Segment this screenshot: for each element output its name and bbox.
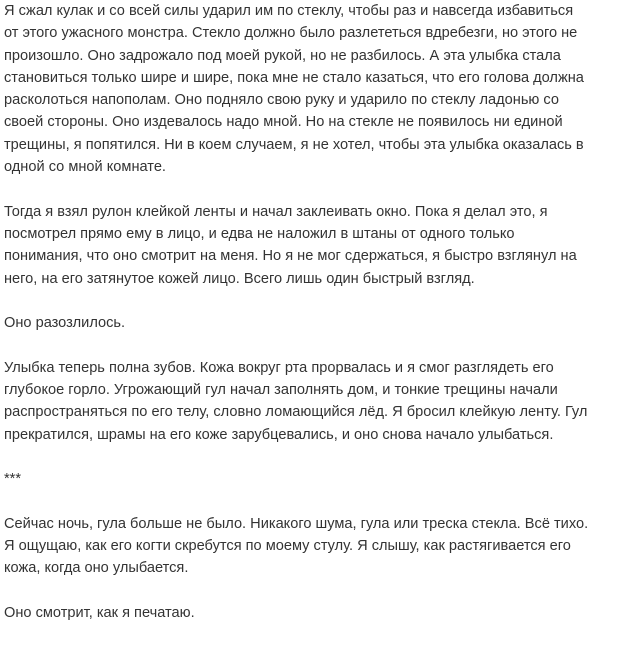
text-line: Тогда я взял рулон клейкой ленты и начал заклеивать окно. Пока я делал это, я [4,203,548,220]
paragraph-4 [4,357,624,446]
text-line: расколоться напополам. Оно подняло свою руку и ударило по стеклу ладонью со [4,92,560,109]
text-line: Сейчас ночь, гула больше не было. Никакого шума, гула или треска стекла. Всё тихо. [4,515,589,532]
text-line: трещины, я попятился. Ни в коем случаем, я не хотел, чтобы эта улыбка оказалась в [4,136,584,153]
text-line: Я сжал кулак и со всей силы ударил им по стеклу, чтобы раз и навсегда избавиться [4,3,574,19]
text-line: произошло. Оно задрожало под моей рукой, но не разбилось. А эта улыбка стала [4,47,561,64]
text-line: кожа, когда оно улыбается. [4,560,189,577]
paragraph-6 [4,602,624,624]
text-line: Оно смотрит, как я печатаю. [4,605,195,622]
text-line: Оно разозлилось. [4,315,126,332]
text-line: своей стороны. Оно издевалось надо мной. Но на стекле не появилось ни единой [4,114,563,131]
text-line: *** [4,471,22,488]
text-line: него, на его затянутое кожей лицо. Всего лишь один быстрый взгляд. [4,270,475,287]
text-line: от этого ужасного монстра. Стекло должно было разлететься вдребезги, но этого не [4,25,578,42]
text-line: Я ощущаю, как его когти скребутся по моему стулу. Я слышу, как растягивается его [4,538,571,555]
text-line: распространяться по его телу, словно ломающийся лёд. Я бросил клейкую ленту. Гул [4,404,588,421]
story-text [4,0,624,647]
paragraph-2 [4,201,624,290]
paragraph-5 [4,513,624,580]
text-line: одной со мной комнате. [4,159,166,176]
text-line: становиться только шире и шире, пока мне не стало казаться, что его голова должна [4,69,584,86]
paragraph-1 [4,0,624,178]
text-line: посмотрел прямо ему в лицо, и едва не наложил в штаны от одного только [4,225,515,242]
section-separator [4,468,624,490]
text-line: понимания, что оно смотрит на меня. Но я не мог сдержаться, я быстро взглянул на [4,248,577,265]
text-line: глубокое горло. Угрожающий гул начал заполнять дом, и тонкие трещины начали [4,382,558,399]
paragraph-3 [4,312,624,334]
text-line: Улыбка теперь полна зубов. Кожа вокруг рта прорвалась и я смог разглядеть его [4,359,554,376]
text-line: прекратился, шрамы на его коже зарубцевались, и оно снова начало улыбаться. [4,426,554,443]
